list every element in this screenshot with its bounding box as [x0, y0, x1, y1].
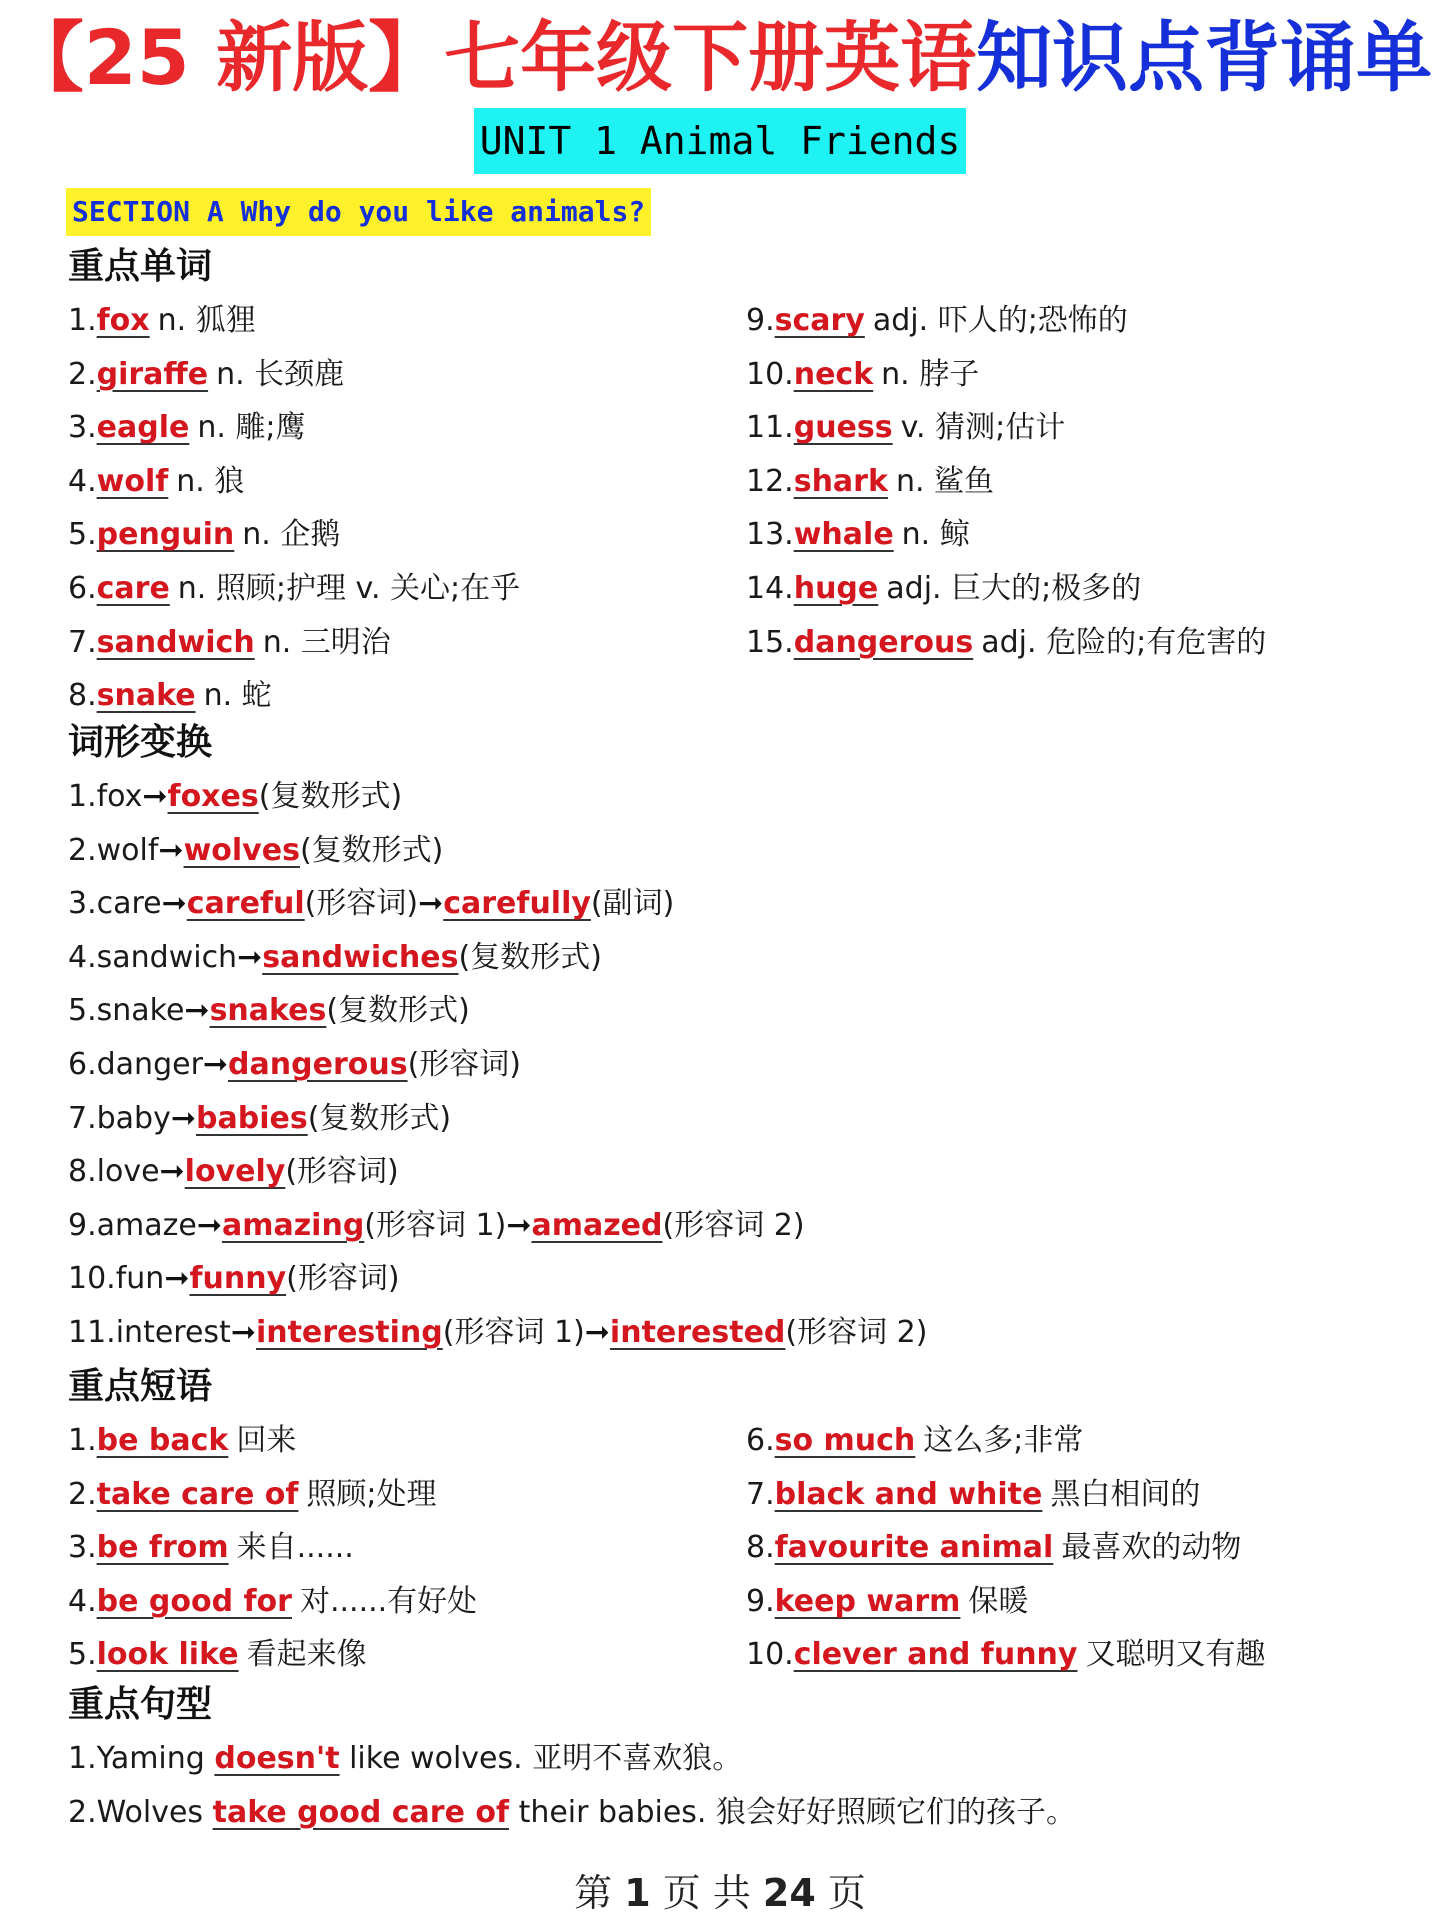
vocab-word: giraffe: [96, 356, 209, 392]
form-item: 5.snake➞snakes(复数形式): [68, 993, 470, 1029]
arrow-icon: ➞: [237, 939, 263, 975]
vocab-word: whale: [793, 517, 894, 553]
arrow-icon: ➞: [170, 1100, 196, 1136]
sentences-list: [68, 1732, 1076, 1839]
arrow-icon: ➞: [159, 1154, 185, 1190]
vocab-word: eagle: [96, 410, 190, 446]
form-item: 1.fox➞foxes(复数形式): [68, 779, 403, 814]
vocab-item: 10.neck n. 脖子: [746, 356, 980, 392]
arrow-icon: ➞: [164, 1261, 190, 1297]
phrase-text: clever and funny: [793, 1637, 1078, 1673]
unit-title: UNIT 1 Animal Friends: [474, 108, 966, 174]
phrase-text: be from: [96, 1530, 229, 1566]
section-banner: SECTION A Why do you like animals?: [66, 188, 651, 236]
phrase-text: black and white: [774, 1476, 1043, 1512]
vocab-item: 13.whale n. 鲸: [746, 517, 970, 553]
phrase-item: 4.be good for 对......有好处: [68, 1583, 478, 1619]
vocab-item: 12.shark n. 鲨鱼: [746, 463, 995, 499]
vocab-item: 2.giraffe n. 长颈鹿: [68, 356, 345, 392]
arrow-icon: ➞: [584, 1314, 610, 1350]
form-item: 4.sandwich➞sandwiches(复数形式): [68, 939, 602, 975]
forms-list: [68, 770, 927, 1360]
vocab-item: 4.wolf n. 狼: [68, 463, 245, 499]
vocab-list-right: [746, 294, 1266, 669]
phrases-heading: 重点短语: [68, 1366, 213, 1407]
phrase-item: 3.be from 来自......: [68, 1530, 354, 1566]
arrow-icon: ➞: [230, 1314, 256, 1350]
phrases-list-right: [746, 1414, 1265, 1682]
vocab-item: 6.care n. 照顾;护理 v. 关心;在乎: [68, 570, 521, 606]
phrases-list-left: [68, 1414, 477, 1682]
phrase-item: 5.look like 看起来像: [68, 1637, 367, 1673]
vocab-word: shark: [793, 463, 888, 499]
vocab-word: sandwich: [96, 624, 255, 660]
form-item: 11.interest➞interesting(形容词 1)➞interested(形容词 2): [68, 1314, 928, 1350]
sentence-item: 1.Yaming doesn't like wolves. 亚明不喜欢狼。: [68, 1741, 743, 1776]
sentences-heading: 重点句型: [68, 1684, 213, 1725]
vocab-list-left: [68, 294, 520, 723]
vocab-heading: 重点单词: [68, 246, 213, 287]
phrase-text: favourite animal: [774, 1530, 1054, 1566]
arrow-icon: ➞: [161, 886, 187, 922]
vocab-item: 3.eagle n. 雕;鹰: [68, 410, 306, 446]
page-number: 第 1 页 共 24 页: [574, 1871, 866, 1915]
title-part-red: 【25 新版】七年级下册英语: [7, 13, 977, 102]
vocab-word: huge: [793, 570, 879, 606]
vocab-item: 15.dangerous adj. 危险的;有危害的: [746, 624, 1267, 660]
vocab-item: 9.scary adj. 吓人的;恐怖的: [746, 303, 1128, 338]
vocab-item: 8.snake n. 蛇: [68, 678, 272, 714]
page-title: [0, 10, 1440, 106]
vocab-item: 5.penguin n. 企鹅: [68, 517, 341, 553]
vocab-word: scary: [774, 303, 865, 338]
vocab-item: 7.sandwich n. 三明治: [68, 624, 391, 660]
vocab-item: 1.fox n. 狐狸: [68, 303, 256, 338]
phrase-item: 6.so much 这么多;非常: [746, 1423, 1084, 1458]
phrase-item: 8.favourite animal 最喜欢的动物: [746, 1530, 1242, 1566]
phrase-item: 7.black and white 黑白相间的: [746, 1476, 1201, 1512]
arrow-icon: ➞: [158, 832, 184, 868]
arrow-icon: ➞: [184, 993, 210, 1029]
vocab-word: neck: [793, 356, 874, 392]
title-part-blue: 知识点背诵单: [976, 13, 1433, 102]
phrase-text: be back: [96, 1423, 229, 1458]
phrase-text: look like: [96, 1637, 239, 1673]
form-item: 6.danger➞dangerous(形容词): [68, 1046, 521, 1082]
vocab-item: 11.guess v. 猜测;估计: [746, 410, 1066, 446]
vocab-word: care: [96, 570, 170, 606]
form-item: 3.care➞careful(形容词)➞carefully(副词): [68, 886, 675, 922]
form-item: 8.love➞lovely(形容词): [68, 1154, 399, 1190]
vocab-word: wolf: [96, 463, 169, 499]
vocab-word: fox: [96, 303, 150, 338]
form-item: 9.amaze➞amazing(形容词 1)➞amazed(形容词 2): [68, 1207, 805, 1243]
phrase-item: 9.keep warm 保暖: [746, 1583, 1029, 1619]
arrow-icon: ➞: [142, 779, 168, 814]
arrow-icon: ➞: [418, 886, 444, 922]
phrase-item: 1.be back 回来: [68, 1423, 297, 1458]
phrase-text: keep warm: [774, 1583, 961, 1619]
form-item: 7.baby➞babies(复数形式): [68, 1100, 452, 1136]
phrase-item: 10.clever and funny 又聪明又有趣: [746, 1637, 1266, 1673]
sentence-item: 2.Wolves take good care of their babies. 狼会好好照顾它们的孩子。: [68, 1794, 1076, 1830]
phrase-text: so much: [774, 1423, 916, 1458]
arrow-icon: ➞: [202, 1046, 229, 1082]
vocab-word: penguin: [96, 517, 235, 553]
vocab-word: guess: [793, 410, 893, 446]
vocab-word: snake: [96, 678, 196, 714]
arrow-icon: ➞: [196, 1207, 222, 1243]
form-item: 2.wolf➞wolves(复数形式): [68, 832, 444, 868]
arrow-icon: ➞: [506, 1207, 532, 1243]
phrase-text: be good for: [96, 1583, 292, 1619]
phrase-text: take care of: [96, 1476, 299, 1512]
form-item: 10.fun➞funny(形容词): [68, 1261, 400, 1297]
vocab-item: 14.huge adj. 巨大的;极多的: [746, 570, 1142, 606]
phrase-item: 2.take care of 照顾;处理: [68, 1476, 437, 1512]
vocab-word: dangerous: [793, 624, 974, 660]
forms-heading: 词形变换: [68, 722, 213, 763]
